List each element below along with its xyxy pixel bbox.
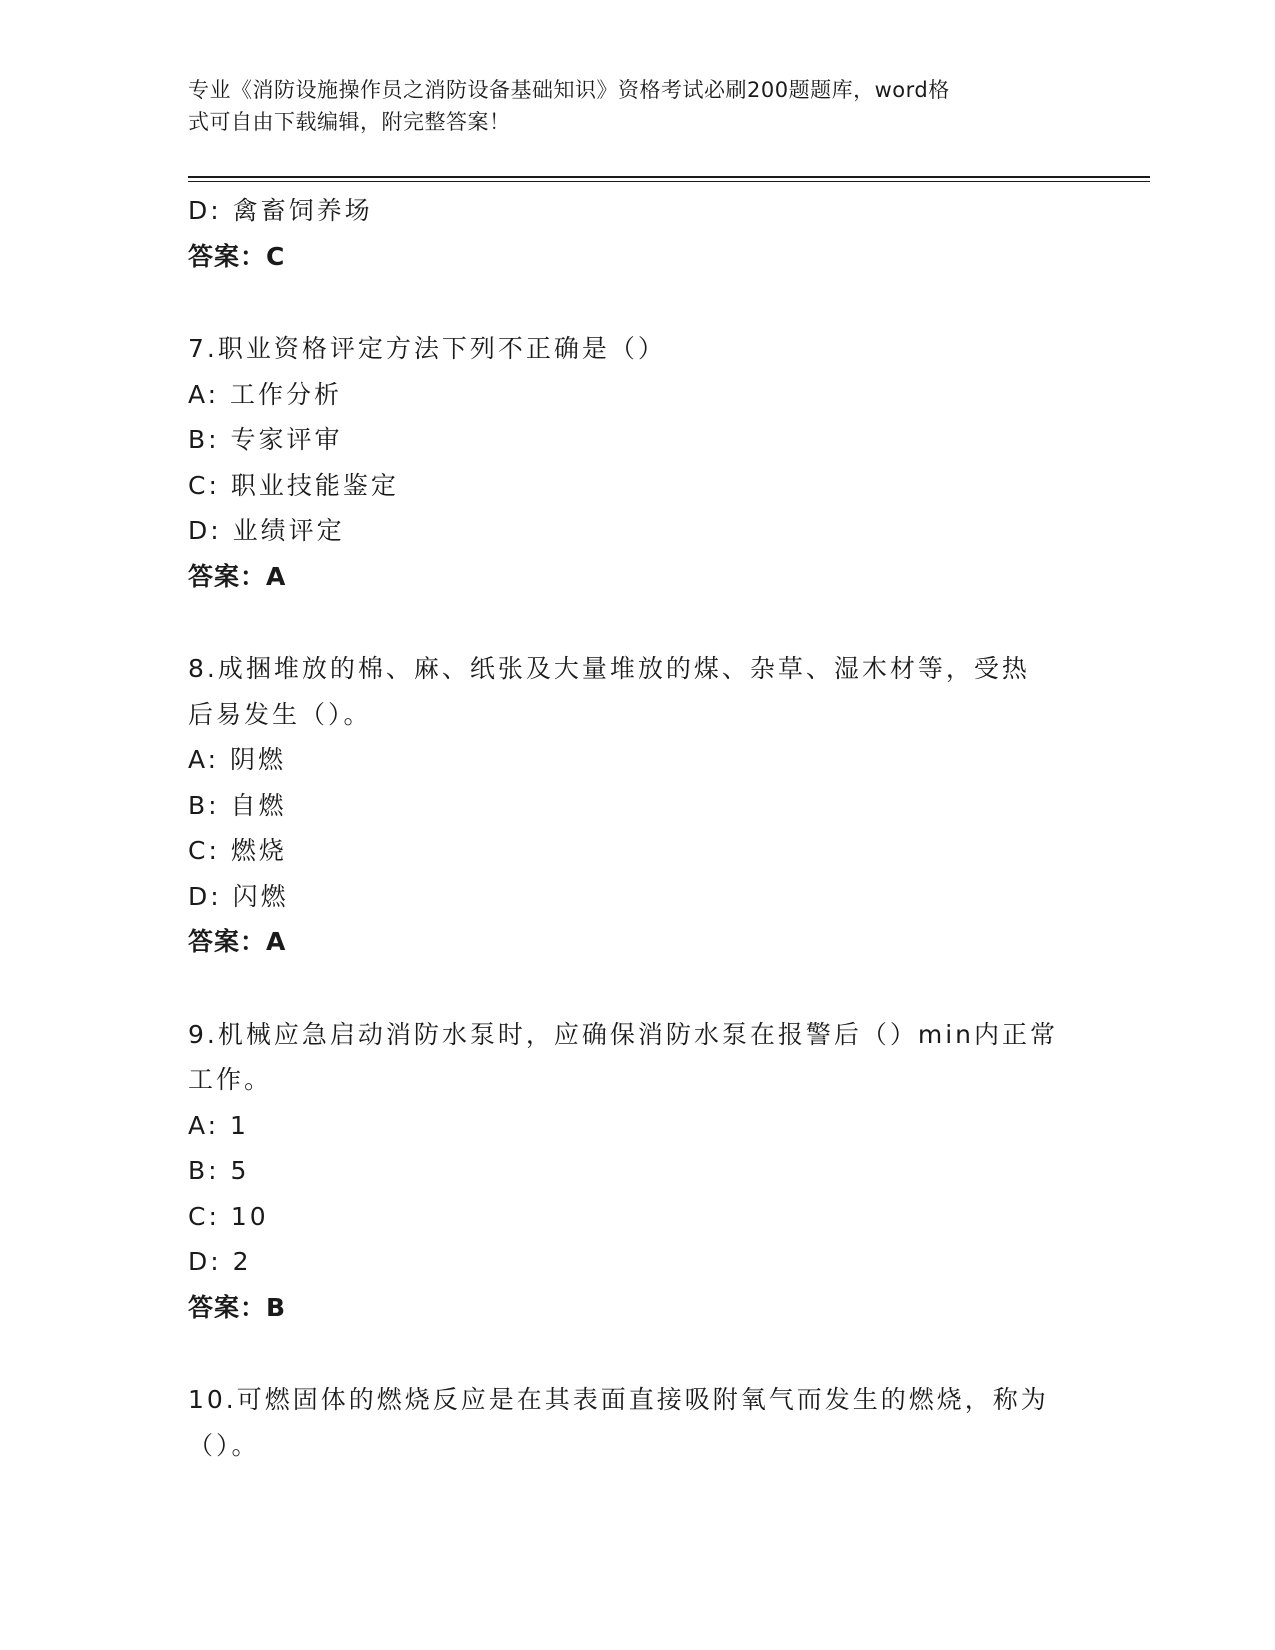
answer-line: 答案：A bbox=[188, 927, 287, 956]
option-c: C: 职业技能鉴定 bbox=[188, 470, 399, 500]
answer-line: 答案：C bbox=[188, 241, 286, 271]
header-divider-thin bbox=[188, 181, 1150, 182]
option-b: B: 自燃 bbox=[188, 790, 287, 820]
option-d: D: 禽畜饲养场 bbox=[188, 196, 373, 225]
option-a: A: 1 bbox=[188, 1110, 249, 1140]
question-block-9 bbox=[188, 1012, 1088, 1331]
question-block-7 bbox=[188, 326, 1088, 599]
question-stem: 8.成捆堆放的棉、麻、纸张及大量堆放的煤、杂草、湿木材等，受热 bbox=[188, 654, 1030, 683]
question-gap bbox=[188, 1330, 1088, 1377]
option-a: A: 阴燃 bbox=[188, 745, 287, 774]
question-stem-continued: 工作。 bbox=[188, 1065, 273, 1094]
question-stem-continued: 后易发生（）。 bbox=[188, 699, 372, 729]
question-stem-continued: （）。 bbox=[188, 1430, 260, 1460]
option-c: C: 燃烧 bbox=[188, 836, 287, 865]
option-d: D: 闪燃 bbox=[188, 881, 289, 911]
option-d: D: 2 bbox=[188, 1247, 252, 1276]
option-b: B: 5 bbox=[188, 1156, 250, 1185]
answer-line: 答案：B bbox=[188, 1292, 287, 1322]
option-a: A: 工作分析 bbox=[188, 379, 343, 409]
header-divider-thick bbox=[188, 176, 1150, 178]
question-content bbox=[188, 188, 1088, 1468]
header-line-1: 专业《消防设施操作员之消防设备基础知识》资格考试必刷200题题库，word格 bbox=[188, 78, 950, 102]
document-header bbox=[188, 74, 1068, 138]
question-stem: 9.机械应急启动消防水泵时，应确保消防水泵在报警后（）min内正常 bbox=[188, 1019, 1058, 1049]
question-gap bbox=[188, 965, 1088, 1012]
answer-line: 答案：A bbox=[188, 561, 287, 591]
question-block-10 bbox=[188, 1377, 1088, 1468]
header-line-2: 式可自由下载编辑，附完整答案！ bbox=[188, 110, 511, 134]
option-b: B: 专家评审 bbox=[188, 425, 343, 454]
option-c: C: 10 bbox=[188, 1201, 269, 1231]
option-d: D: 业绩评定 bbox=[188, 516, 345, 545]
question-gap bbox=[188, 599, 1088, 646]
question-gap bbox=[188, 279, 1088, 326]
question-stem: 7.职业资格评定方法下列不正确是（） bbox=[188, 334, 666, 363]
question-stem: 10.可燃固体的燃烧反应是在其表面直接吸附氧气而发生的燃烧，称为 bbox=[188, 1385, 1049, 1414]
question-block-8 bbox=[188, 646, 1088, 965]
